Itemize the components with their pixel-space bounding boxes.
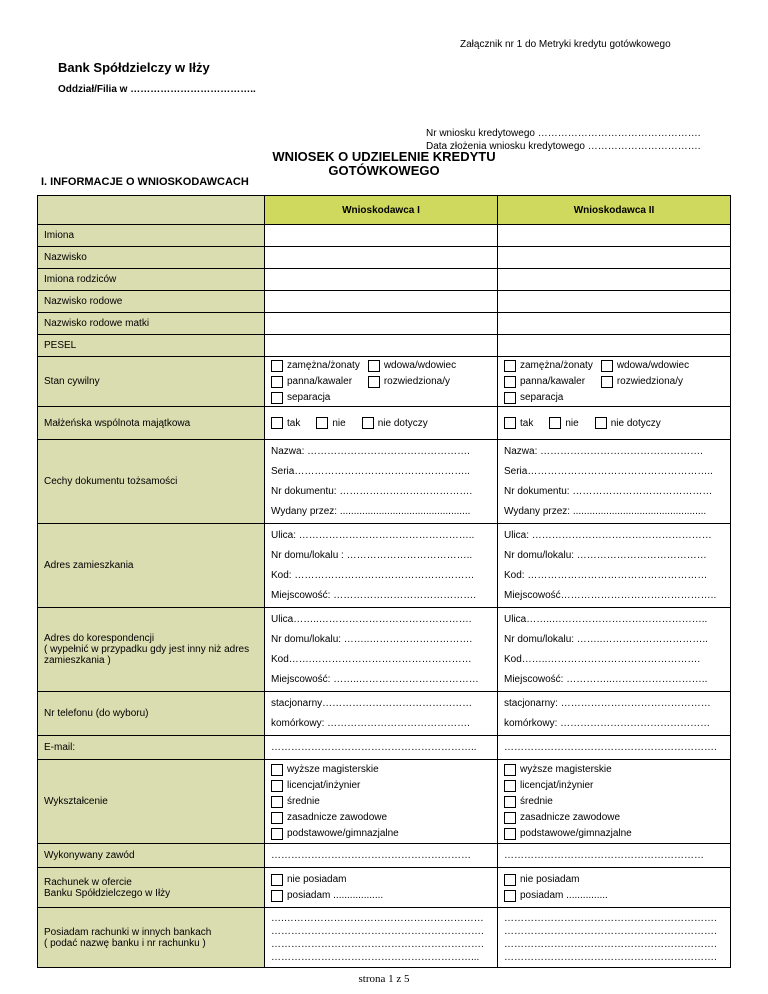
corr-address-a2[interactable]: Ulica……..……………………………………….. Nr domu/lokalu: ……..………………………….. Kod……..………………………………………. Miejscowość: …………..……………………….. [498,608,731,692]
email-a2[interactable]: ………………………………………………………. [498,736,731,760]
pesel-a1[interactable] [265,335,498,357]
checkbox[interactable] [271,812,283,824]
surname-a2[interactable] [498,247,731,269]
occupation-a2[interactable]: …………………………………………………… [498,844,731,868]
checkbox[interactable] [504,890,516,902]
marital-status-a1: zamężna/żonaty panna/kawaler separacja wdowa/wdowiec rozwiedziona/y [265,357,498,407]
row-label-marital-status: Stan cywilny [38,357,265,407]
checkbox[interactable] [504,780,516,792]
property-community-a1: tak nie nie dotyczy [265,407,498,440]
pesel-a2[interactable] [498,335,731,357]
attachment-note: Załącznik nr 1 do Metryki kredytu gotówkowego [460,39,671,50]
address-a1[interactable]: Ulica: …………………………………………….. Nr domu/lokalu : ……………………………….. Kod: ……………………………………………… Miejscowość: ……………………………………. [265,524,498,608]
row-label-education: Wykształcenie [38,760,265,844]
row-label-other-accounts: Posiadam rachunki w innych bankach ( podać nazwę banku i nr rachunku ) [38,908,265,968]
application-number-field[interactable]: Nr wniosku kredytowego …………………………………………. [426,128,701,139]
checkbox[interactable] [368,376,380,388]
id-document-a1[interactable]: Nazwa: …………………………………………. Seria…………………………………………….. Nr dokumentu: …………………………………. Wydany przez: ............................................... [265,440,498,524]
property-community-a2: tak nie nie dotyczy [498,407,731,440]
parents-names-a2[interactable] [498,269,731,291]
checkbox[interactable] [549,417,561,429]
checkbox[interactable] [271,796,283,808]
header-blank [38,196,265,225]
checkbox[interactable] [271,360,283,372]
checkbox[interactable] [595,417,607,429]
row-label-account: Rachunek w ofercie Banku Spółdzielczego w Iłży [38,868,265,908]
checkbox[interactable] [504,417,516,429]
branch-field[interactable]: Oddział/Filia w ……………………………….. [58,84,256,95]
checkbox[interactable] [601,376,613,388]
checkbox[interactable] [504,376,516,388]
checkbox[interactable] [271,417,283,429]
occupation-a1[interactable]: …………………………………………………… [265,844,498,868]
checkbox[interactable] [601,360,613,372]
row-label-first-names: Imiona [38,225,265,247]
application-date-field[interactable]: Data złożenia wniosku kredytowego ……………………………. [426,141,701,152]
checkbox[interactable] [504,764,516,776]
other-accounts-a1[interactable]: ….…………………………………………………… ………………………………………………………. ………………………………………………………. ……………………………………………………... [265,908,498,968]
checkbox[interactable] [271,376,283,388]
page-number: strona 1 z 5 [358,973,410,985]
education-a1: wyższe magisterskie licencjat/inżynier średnie zasadnicze zawodowe podstawowe/gimnazjalne [265,760,498,844]
row-label-address: Adres zamieszkania [38,524,265,608]
checkbox[interactable] [504,360,516,372]
checkbox[interactable] [271,392,283,404]
account-a1: nie posiadam posiadam .................. [265,868,498,908]
checkbox[interactable] [271,890,283,902]
row-label-phone: Nr telefonu (do wyboru) [38,692,265,736]
address-a2[interactable]: Ulica: ……………………………………………… Nr domu/lokalu: ………………………………… Kod: ……………………………………………… Miejscowość……………………………………….. [498,524,731,608]
marital-status-a2: zamężna/żonaty panna/kawaler separacja wdowa/wdowiec rozwiedziona/y [498,357,731,407]
id-document-a2[interactable]: Nazwa: …………………………………………. Seria……………………………………………….. Nr dokumentu: …………………………………… Wydany przez: ................................................ [498,440,731,524]
row-label-pesel: PESEL [38,335,265,357]
row-label-mother-family-name: Nazwisko rodowe matki [38,313,265,335]
checkbox[interactable] [316,417,328,429]
mother-family-name-a2[interactable] [498,313,731,335]
corr-address-a1[interactable]: Ulica……..………………………………………. Nr domu/lokalu: ……..…………………………. Kod…….………………………………………… Miejscowość: ……..……………………………… [265,608,498,692]
checkbox[interactable] [504,392,516,404]
mother-family-name-a1[interactable] [265,313,498,335]
email-a1[interactable]: …………………………………………………….. [265,736,498,760]
row-label-property-community: Małżeńska wspólnota majątkowa [38,407,265,440]
checkbox[interactable] [504,874,516,886]
row-label-parents-names: Imiona rodziców [38,269,265,291]
column-applicant-2: Wnioskodawca II [498,196,731,225]
family-name-a2[interactable] [498,291,731,313]
checkbox[interactable] [271,764,283,776]
checkbox[interactable] [362,417,374,429]
checkbox[interactable] [368,360,380,372]
account-a2: nie posiadam posiadam ............... [498,868,731,908]
phone-a1[interactable]: stacjonarny……………………………………… komórkowy: ……………………………………. [265,692,498,736]
row-label-family-name: Nazwisko rodowe [38,291,265,313]
section-title: I. INFORMACJE O WNIOSKODAWCACH [41,176,249,188]
checkbox[interactable] [271,780,283,792]
phone-a2[interactable]: stacjonarny: ……………………………………… komórkowy: ……………………………………… [498,692,731,736]
checkbox[interactable] [504,796,516,808]
row-label-email: E-mail: [38,736,265,760]
column-applicant-1: Wnioskodawca I [265,196,498,225]
bank-name: Bank Spółdzielczy w Iłży [58,60,210,75]
first-names-a2[interactable] [498,225,731,247]
family-name-a1[interactable] [265,291,498,313]
education-a2: wyższe magisterskie licencjat/inżynier średnie zasadnicze zawodowe podstawowe/gimnazjalne [498,760,731,844]
surname-a1[interactable] [265,247,498,269]
other-accounts-a2[interactable]: ………………………………………………………. ………………………………………………………. ………………………………………………………. ………………………………………………………. [498,908,731,968]
parents-names-a1[interactable] [265,269,498,291]
row-label-occupation: Wykonywany zawód [38,844,265,868]
first-names-a1[interactable] [265,225,498,247]
checkbox[interactable] [271,828,283,840]
applicants-table [37,195,731,968]
row-label-surname: Nazwisko [38,247,265,269]
checkbox[interactable] [504,828,516,840]
row-label-id-document: Cechy dokumentu tożsamości [38,440,265,524]
checkbox[interactable] [271,874,283,886]
row-label-corr-address: Adres do korespondencji ( wypełnić w przypadku gdy jest inny niż adres zamieszkania ) [38,608,265,692]
checkbox[interactable] [504,812,516,824]
form-title: WNIOSEK O UDZIELENIE KREDYTU GOTÓWKOWEGO [272,149,496,178]
